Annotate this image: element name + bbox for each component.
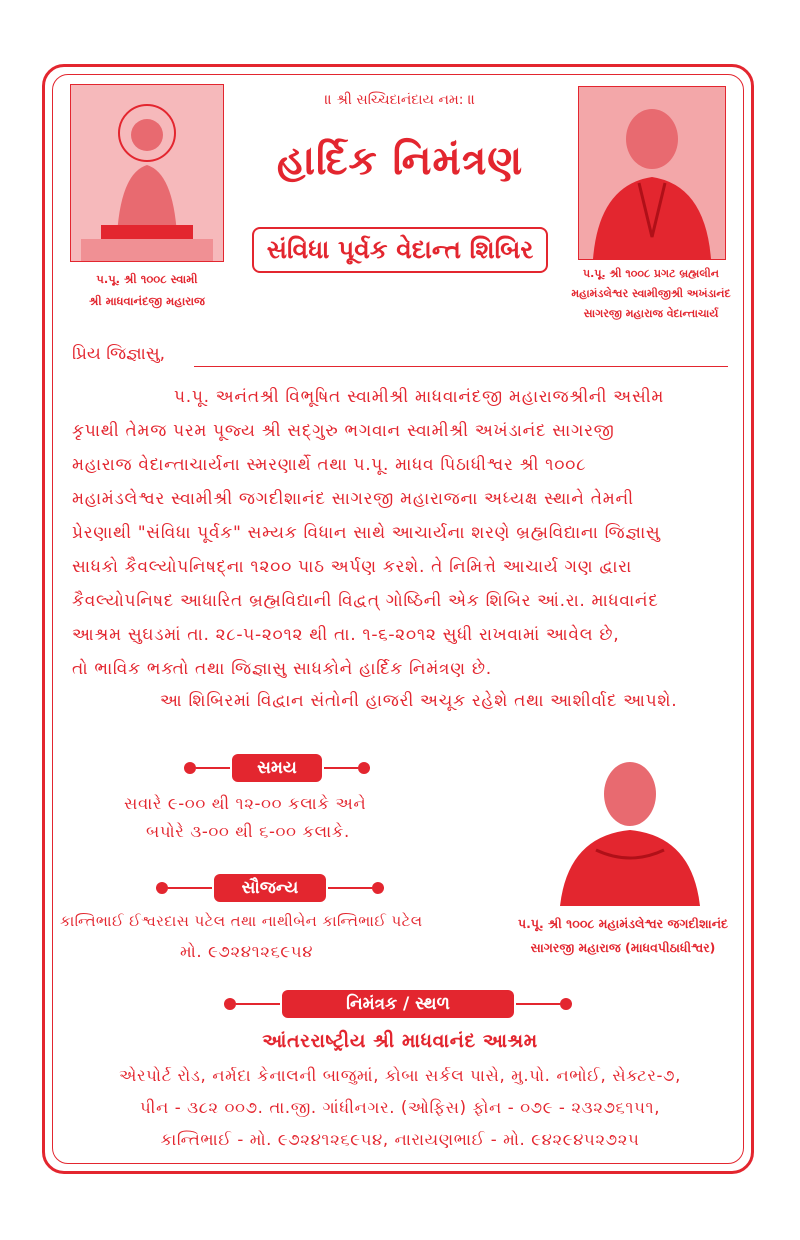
body-line-10: આ શિબિરમાં વિદ્વાન સંતોની હાજરી અચૂક રહેશે તથા આશીર્વાદ આપશે. xyxy=(160,691,678,711)
venue-label: નિમંત્રક / સ્થળ xyxy=(282,990,514,1018)
salutation: પ્રિય જિજ્ઞાસુ, xyxy=(72,344,166,364)
courtesy-line-2: મો. ૯૭૨૪૧૨૬૯૫૪ xyxy=(180,942,314,961)
timing-left-dot xyxy=(184,762,196,774)
timing-label: સમય xyxy=(232,754,322,782)
timing-line-1: સવારે ૯-૦૦ થી ૧૨-૦૦ કલાકે અને xyxy=(124,794,367,813)
bottom-right-caption-line2: સાગરજી મહારાજ (માધવપીઠાધીશ્વર) xyxy=(530,940,716,955)
portrait-illustration xyxy=(579,87,725,259)
courtesy-right-dot xyxy=(372,882,384,894)
venue-left-flourish xyxy=(236,1003,280,1005)
left-portrait-photo xyxy=(70,84,224,262)
timing-right-flourish xyxy=(324,767,358,769)
right-photo-caption xyxy=(556,264,746,324)
body-line-2: કૃપાથી તેમજ પરમ પૂજ્ય શ્રી સદ્ગુરુ ભગવાન સ્વામીશ્રી અખંડાનંદ સાગરજી xyxy=(72,421,615,441)
body-line-1: પ.પૂ. અનંતશ્રી વિભૂષિત સ્વામીશ્રી માધવાનંદજી મહારાજશ્રીની અસીમ xyxy=(174,387,665,407)
salutation-blank-line xyxy=(194,366,728,367)
venue-right-dot xyxy=(560,998,572,1010)
left-caption-line2: શ્રી માધવાનંદજી મહારાજ xyxy=(89,294,205,308)
portrait-illustration xyxy=(556,750,704,906)
body-line-8: આશ્રમ સુઘડમાં તા. ૨૮-૫-૨૦૧૨ થી તા. ૧-૬-૨૦૧૨ સુધી રાખવામાં આવેલ છે, xyxy=(72,625,620,645)
courtesy-left-flourish xyxy=(168,887,212,889)
bottom-right-caption-line1: પ.પૂ. શ્રી ૧૦૦૮ મહામંડલેશ્વર જગદીશાનંદ xyxy=(517,916,729,931)
right-portrait-photo xyxy=(578,86,726,260)
timing-line-2: બપોરે ૩-૦૦ થી ૬-૦૦ કલાકે. xyxy=(146,822,350,841)
left-caption-line1: પ.પૂ. શ્રી ૧૦૦૮ સ્વામી xyxy=(96,272,198,286)
courtesy-left-dot xyxy=(156,882,168,894)
courtesy-line-1: કાન્તિભાઈ ઈશ્વરદાસ પટેલ તથા નાથીબેન કાન્તિભાઈ પટેલ xyxy=(60,912,423,930)
right-caption-line3: સાગરજી મહારાજ વેદાન્તાચાર્ય xyxy=(583,307,719,320)
courtesy-right-flourish xyxy=(328,887,372,889)
body-line-3: મહારાજ વેદાન્તાચાર્યના સ્મરણાર્થે તથા પ.પૂ. માધવ પિઠાધીશ્વર શ્રી ૧૦૦૮ xyxy=(72,455,587,475)
address-line-2: પીન - ૩૮૨ ૦૦૭. તા.જી. ગાંધીનગર. (ઓફિસ) ફોન - ૦૭૯ - ૨૩૨૭૬૧૫૧, xyxy=(139,1098,661,1117)
body-line-9: તો ભાવિક ભક્તો તથા જિજ્ઞાસુ સાધકોને હાર્દિક નિમંત્રણ છે. xyxy=(72,659,492,679)
body-line-7: કૈવલ્યોપનિષદ આધારિત બ્રહ્મવિદ્યાની વિદ્વત્ ગોષ્ઠિની એક શિબિર આં.રા. માધવાનંદ xyxy=(72,591,659,611)
invocation: ॥ શ્રી સચ્ચિદાનંદાય નમ: ॥ xyxy=(324,92,476,108)
right-caption-line2: મહામંડલેશ્વર સ્વામીજીશ્રી અખંડાનંદ xyxy=(571,287,731,300)
right-caption-line1: પ.પૂ. શ્રી ૧૦૦૮ પ્રગટ બ્રહ્મલીન xyxy=(583,267,719,280)
left-photo-caption xyxy=(62,268,232,312)
address-line-3: કાન્તિભાઈ - મો. ૯૭૨૪૧૨૬૯૫૪, નારાયણભાઈ - મો. ૯૪૨૯૪૫૨૭૨૫ xyxy=(160,1130,640,1149)
page-title: હાર્દિક નિમંત્રણ xyxy=(276,138,524,184)
subtitle-box: સંવિધા પૂર્વક વેદાન્ત શિબિર xyxy=(252,227,548,273)
venue-left-dot xyxy=(224,998,236,1010)
timing-right-dot xyxy=(358,762,370,774)
body-line-4: મહામંડલેશ્વર સ્વામીશ્રી જગદીશાનંદ સાગરજી મહારાજના અધ્યક્ષ સ્થાને તેમની xyxy=(72,489,634,509)
body-line-5: પ્રેરણાથી "સંવિધા પૂર્વક" સમ્યક વિધાન સાથે આચાર્યના શરણે બ્રહ્મવિદ્યાના જિજ્ઞાસુ xyxy=(72,523,661,543)
bottom-right-photo-caption xyxy=(480,912,766,960)
courtesy-label: સૌજન્ય xyxy=(214,874,326,902)
timing-left-flourish xyxy=(196,767,230,769)
venue-right-flourish xyxy=(516,1003,560,1005)
body-line-6: સાધકો કૈવલ્યોપનિષદ્ના ૧૨૦૦ પાઠ અર્પણ કરશે. તે નિમિત્તે આચાર્ય ગણ દ્વારા xyxy=(72,557,632,577)
seated-saint-illustration xyxy=(71,85,223,261)
bottom-right-portrait-photo xyxy=(556,750,704,906)
organization-name: આંતરરાષ્ટ્રીય શ્રી માધવાનંદ આશ્રમ xyxy=(262,1030,538,1052)
address-line-1: એરપોર્ટ રોડ, નર્મદા કેનાલની બાજુમાં, કોબા સર્કલ પાસે, મુ.પો. નભોઈ, સેક્ટર-૭, xyxy=(119,1066,681,1085)
